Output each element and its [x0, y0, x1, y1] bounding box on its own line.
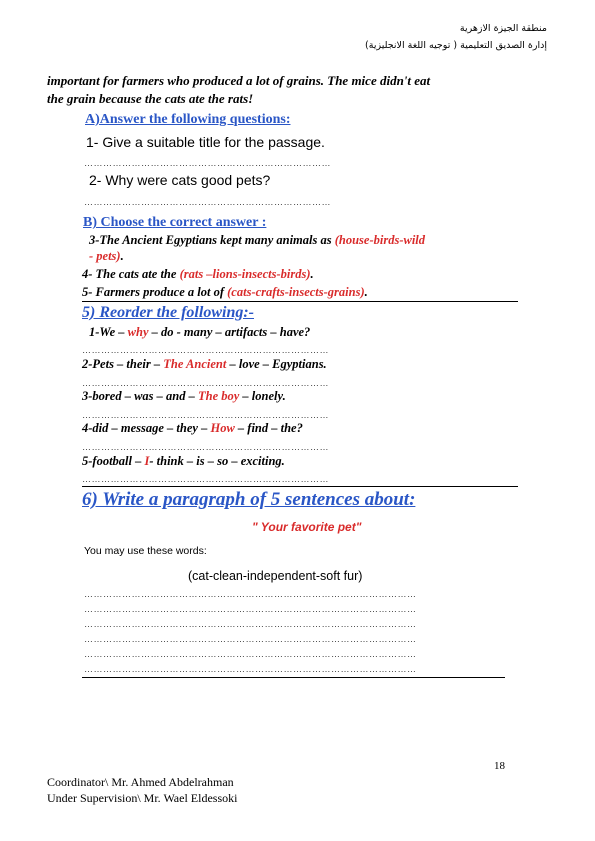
- reorder-item-5-highlight: I: [144, 454, 150, 468]
- writing-line-2: ……………………………………………………………………………………………: [84, 604, 417, 614]
- divider-1: [82, 301, 518, 302]
- answer-line-1: ……………………………………………………………………: [84, 158, 331, 168]
- divider-3: [82, 677, 505, 678]
- question-4: 4- The cats ate the (rats –lions-insects-birds).: [82, 267, 314, 281]
- reorder-answer-line-1: ……………………………………………………………………: [82, 345, 329, 355]
- section-5-title: 5) Reorder the following:-: [82, 304, 254, 321]
- supervision-credit: Under Supervision\ Mr. Wael Eldessoki: [47, 791, 238, 805]
- question-3-options: (house-birds-wild: [334, 233, 426, 247]
- question-1: 1- Give a suitable title for the passage.: [86, 134, 325, 150]
- paragraph-topic: " Your favorite pet": [252, 520, 362, 534]
- question-3-stem: 3-The Ancient Egyptians kept many animals as: [89, 233, 335, 247]
- page-number: 18: [494, 760, 505, 772]
- answer-line-2: ……………………………………………………………………: [84, 197, 331, 207]
- hint-text: You may use these words:: [84, 545, 207, 557]
- coordinator-credit: Coordinator\ Mr. Ahmed Abdelrahman: [47, 775, 234, 789]
- passage-line-1: important for farmers who produced a lot of grains. The mice didn't eat: [47, 73, 431, 88]
- reorder-item-3: 3-bored – was – and – The boy – lonely.: [82, 389, 286, 403]
- reorder-item-4-highlight: How: [210, 421, 235, 435]
- reorder-answer-line-4: ……………………………………………………………………: [82, 442, 329, 452]
- section-6-title: 6) Write a paragraph of 5 sentences about:: [82, 489, 416, 510]
- question-5-options: (cats-crafts-insects-grains): [227, 285, 365, 299]
- section-b-title: B) Choose the correct answer :: [83, 215, 267, 230]
- question-3: [89, 233, 425, 248]
- section-a-title: A)Answer the following questions:: [85, 112, 291, 127]
- reorder-item-5: 5-football – I- think – is – so – exciting.: [82, 454, 285, 468]
- reorder-answer-line-2: ……………………………………………………………………: [82, 378, 329, 388]
- header-arabic-line2: إدارة الصديق التعليمية ( توجيه اللغة الانجليزية): [365, 40, 547, 51]
- divider-2: [82, 486, 518, 487]
- question-2: 2- Why were cats good pets?: [89, 172, 271, 188]
- reorder-item-2-highlight: The Ancient: [163, 357, 227, 371]
- writing-line-1: ……………………………………………………………………………………………: [84, 589, 417, 599]
- reorder-item-1-highlight: why: [127, 325, 149, 339]
- reorder-answer-line-3: ……………………………………………………………………: [82, 410, 329, 420]
- reorder-item-4: 4-did – message – they – How – find – the?: [82, 421, 303, 435]
- word-bank: (cat-clean-independent-soft fur): [188, 569, 363, 583]
- question-4-stem: 4- The cats ate the: [82, 267, 180, 281]
- question-3-cont: - pets).: [89, 249, 124, 263]
- question-5: 5- Farmers produce a lot of (cats-crafts-insects-grains).: [82, 285, 368, 299]
- passage-line-2: the grain because the cats ate the rats!: [47, 91, 254, 106]
- question-4-options: (rats –lions-insects-birds): [179, 267, 311, 281]
- writing-line-6: ……………………………………………………………………………………………: [84, 664, 417, 674]
- writing-line-4: ……………………………………………………………………………………………: [84, 634, 417, 644]
- writing-line-3: ……………………………………………………………………………………………: [84, 619, 417, 629]
- reorder-item-2: 2-Pets – their – The Ancient – love – Egyptians.: [82, 357, 327, 371]
- reorder-answer-line-5: ……………………………………………………………………: [82, 474, 329, 484]
- writing-line-5: ……………………………………………………………………………………………: [84, 649, 417, 659]
- reorder-item-1: 1-We – why – do - many – artifacts – have?: [89, 325, 311, 339]
- reorder-item-3-highlight: The boy: [197, 389, 240, 403]
- header-arabic-line1: منطقة الجيزة الازهرية: [459, 23, 547, 34]
- question-5-stem: 5- Farmers produce a lot of: [82, 285, 228, 299]
- question-3-options-cont: - pets): [89, 249, 121, 263]
